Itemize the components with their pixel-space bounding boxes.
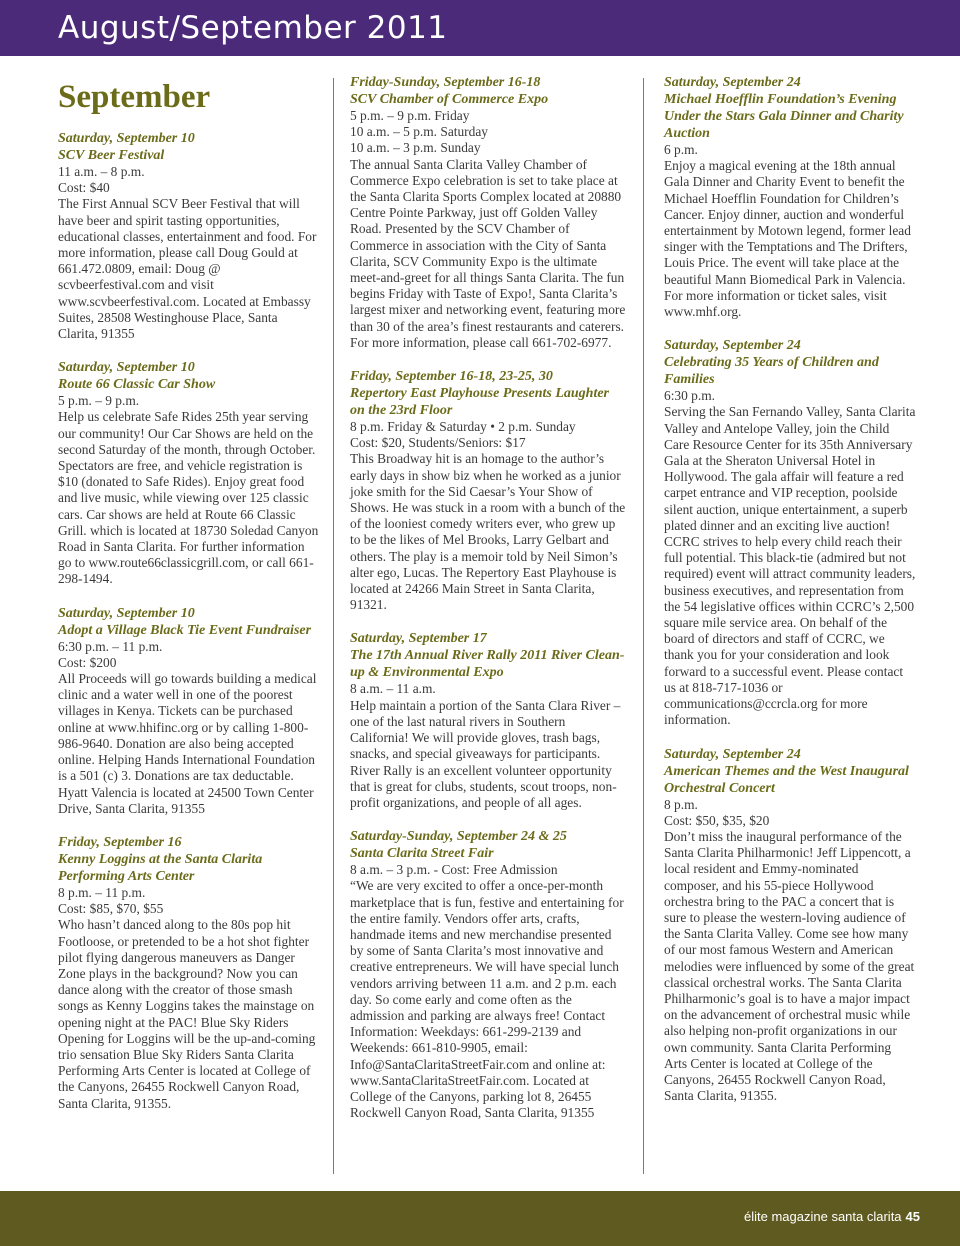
event-description: Who hasn’t danced along to the 80s pop hit Footloose, or pretended to be a hot shot fighter pilot flying dangerous maneuvers as Danger Zone plays in the background? Now you can dance along with the creator of those smash songs as Kenny Loggins takes the mainstage on opening night at the PAC! Blue Sky Riders Opening for Loggins will be the up-and-coming trio sensation Blue Sky Riders Santa Clarita Performing Arts Center is located at College of the Canyons, 26455 Rockwell Canyon Road, Santa Clarita, 91355. — [58, 917, 316, 1111]
page-header — [0, 0, 960, 56]
section-title: September — [58, 79, 211, 115]
event-detail-line: Cost: $85, $70, $55 — [58, 901, 164, 917]
event-detail-line: 6 p.m. — [664, 142, 698, 157]
event-title: American Themes and the West Inaugural Orchestral Concert — [664, 763, 909, 796]
event-date: Saturday, September 10 — [58, 131, 195, 146]
event-description: “We are very excited to offer a once-per-month marketplace that is fun, festive and entertaining for the entire family. Vendors offer arts, crafts, handmade items and new merchandise presented by some of Santa Clarita’s most innovative and creative entrepreneurs. We will have special lunch vendors arriving between 11 a.m. and 2 p.m. each day. So come early and come often as the admission and parking are always free! Contact Information: Weekdays: 661-299-2139 and Weekends: 661-810-9905, email: Info@SantaClaritaStreetFair.com and online at: www.SantaClaritaStreetFair.com. Located at College of the Canyons, parking lot 8, 26455 Rockwell Canyon Road, Santa Clarita, 91355 — [350, 878, 624, 1121]
column-3 — [664, 74, 916, 1121]
event-detail-line: Cost: $40 — [58, 180, 110, 196]
event-listing — [58, 130, 320, 342]
column-1 — [58, 74, 320, 1129]
column-2 — [350, 74, 626, 1138]
event-listing — [664, 746, 916, 1105]
event-title: Celebrating 35 Years of Children and Families — [664, 355, 879, 388]
event-title: SCV Beer Festival — [58, 148, 165, 163]
event-detail-line: 8 a.m. – 11 a.m. — [350, 681, 436, 697]
event-title: The 17th Annual River Rally 2011 River Clean-up & Environmental Expo — [350, 648, 625, 681]
event-detail-line: 8 p.m. — [664, 796, 698, 812]
event-detail-line: 8 a.m. – 3 p.m. - Cost: Free Admission — [350, 862, 558, 878]
event-description: Don’t miss the inaugural performance of the Santa Clarita Philharmonic! Jeff Lippencott, a local resident and Emmy-nominated composer, and his 55-piece Hollywood orchestra bring to the PAC a concert that is sure to please the western-loving audience of the Santa Clarita Valley. Come see how many of our most famous Western and American melodies were influenced by some of the great classical orchestral works. The Santa Clarita Philharmonic’s goal is to have a major impact on the advancement of orchestral music while also helping non-profit organizations in our own community. Santa Clarita Performing Arts Center is located at College of the Canyons, 26455 Rockwell Canyon Road, Santa Clarita, 91355. — [664, 828, 915, 1104]
event-title: Kenny Loggins at the Santa Clarita Performing Arts Center — [58, 851, 263, 884]
event-detail-line: 6:30 p.m. — [664, 388, 715, 404]
event-title: SCV Chamber of Commerce Expo — [350, 92, 549, 107]
event-description: All Proceeds will go towards building a medical clinic and a water well in one of the poorest villages in Kenya. Tickets can be purchased online at www.hhifinc.org or by calling 1-800-986-9640. Donation are also being accepted online. Helping Hands International Foundation is a 501 (c) 3. Donations are tax deductable. Hyatt Valencia is located at 24500 Town Center Drive, Santa Clarita, 91355 — [58, 671, 317, 816]
event-detail-line: 8 p.m. – 11 p.m. — [58, 884, 146, 900]
event-date: Saturday-Sunday, September 24 & 25 — [350, 829, 567, 845]
event-description: The First Annual SCV Beer Festival that will have beer and spirit tasting opportunities, educational classes, entertainment and food. For more information, please call Doug Gould at 661.472.0809, email: Doug @ scvbeerfestival.com and visit www.scvbeerfestival.com. Located at Embassy Suites, 28508 Westinghouse Place, Santa Clarita, 91355 — [58, 196, 317, 342]
event-listing — [350, 828, 626, 1121]
event-detail-line: 6:30 p.m. – 11 p.m. — [58, 638, 163, 654]
event-detail-line: Cost: $200 — [58, 654, 117, 670]
page-footer — [0, 1191, 960, 1246]
event-date: Saturday, September 10 — [58, 605, 195, 621]
event-listing — [58, 359, 320, 587]
event-description: The annual Santa Clarita Valley Chamber of Commerce Expo celebration is set to take place at the Santa Clarita Sports Complex located at 20880 Centre Pointe Parkway, just off Golden Valley Road. Presented by the SCV Chamber of Commerce in association with the City of Santa Clarita, SCV Community Expo is the ultimate meet-and-greet for all things Santa Clarita. The fun begins Friday with Taste of Expo!, Santa Clarita’s largest mixer and networking event, featuring more than 30 of the area’s finest restaurants and caterers. For more information, please call 661-702-6977. — [350, 156, 626, 350]
event-listing — [350, 368, 626, 613]
event-title: Michael Hoefflin Foundation’s Evening Under the Stars Gala Dinner and Charity Auction — [664, 92, 904, 141]
event-list — [350, 74, 626, 1121]
magazine-name: élite magazine santa clarita — [744, 1209, 902, 1224]
event-detail-line: 5 p.m. – 9 p.m. Friday — [350, 108, 470, 123]
event-detail-line: 10 a.m. – 5 p.m. Saturday — [350, 124, 488, 140]
event-date: Saturday, September 24 — [664, 75, 801, 90]
event-description: Serving the San Fernando Valley, Santa Clarita Valley and Antelope Valley, join the Child Care Resource Center for its 35th Anniversary Gala at the Sheraton Universal Hotel in Hollywood. The gala affair will feature a red carpet entrance and VIP reception, poolside silent auction, unique entertainment, a superb plated dinner and an exciting live auction! CCRC strives to help every child reach their full potential. This black-tie (admired but not required) event will attract community leaders, business executives, and representation from the 54 legislative offices within CCRC’s 2,500 square mile service area. On behalf of the board of directors and staff of CCRC, we thank you for your consideration and look forward to a successful event. Please contact us at 818-717-1036 or communications@ccrcla.org for more information. — [664, 404, 916, 728]
event-description: This Broadway hit is an homage to the author’s early days in show biz when he worked as a junior joke smith for the Sid Caesar’s Your Show of Shows. He was stuck in a room with a bunch of the of the looniest comedy writers ever, who grew up to be the likes of Mel Brooks, Larry Gelbart and others. The play is a memoir told by Neil Simon’s alter ego, Lucas. The Repertory East Playhouse is located at 24266 Main Street in Santa Clarita, 91321. — [350, 451, 626, 613]
event-date: Friday-Sunday, September 16-18 — [350, 75, 541, 90]
event-list — [58, 130, 320, 1112]
event-title: Repertory East Playhouse Presents Laughter on the 23rd Floor — [350, 386, 610, 419]
event-listing — [664, 337, 916, 728]
event-description: Help us celebrate Safe Rides 25th year serving our community! Our Car Shows are held on the second Saturday of the month, through October. Spectators are free, and vehicle registration is $10 (donated to Safe Rides). Enjoy great food and live music, while viewing over 125 classic cars. Car shows are held at Route 66 Classic Grill. which is located at 18730 Soledad Canyon Road in Santa Clarita. For further information go to www.route66classicgrill.com, or call 661-298-1494. — [58, 409, 319, 587]
event-title: Adopt a Village Black Tie Event Fundraiser — [58, 622, 312, 638]
event-date: Friday, September 16-18, 23-25, 30 — [350, 369, 553, 385]
event-detail-line: 10 a.m. – 3 p.m. Sunday — [350, 140, 481, 156]
event-detail-line: 5 p.m. – 9 p.m. — [58, 393, 140, 409]
column-divider — [643, 78, 644, 1174]
event-description: Help maintain a portion of the Santa Clara River – one of the last natural rivers in Southern California! We will provide gloves, trash bags, snacks, and special giveaways for participants. River Rally is an excellent volunteer opportunity that is great for clubs, students, scout troops, non-profit organizations, and people of all ages. — [350, 697, 621, 810]
event-title: Santa Clarita Street Fair — [350, 846, 494, 862]
event-detail-line: 11 a.m. – 8 p.m. — [58, 164, 145, 179]
column-divider — [333, 78, 334, 1174]
event-list — [664, 74, 916, 1104]
footer-text — [744, 1209, 920, 1224]
issue-title: August/September 2011 — [58, 10, 448, 46]
event-detail-line: Cost: $20, Students/Seniors: $17 — [350, 435, 526, 451]
event-listing — [350, 630, 626, 811]
event-date: Saturday, September 24 — [664, 338, 801, 354]
page-number: 45 — [905, 1209, 920, 1224]
event-date: Saturday, September 24 — [664, 746, 801, 762]
event-detail-line: 8 p.m. Friday & Saturday • 2 p.m. Sunday — [350, 419, 576, 435]
event-detail-line: Cost: $50, $35, $20 — [664, 812, 770, 828]
event-date: Saturday, September 10 — [58, 360, 195, 376]
event-listing — [664, 74, 916, 320]
event-title: Route 66 Classic Car Show — [58, 377, 216, 393]
event-listing — [58, 605, 320, 817]
event-description: Enjoy a magical evening at the 18th annual Gala Dinner and Charity Event to benefit the Michael Hoefflin Foundation for Children’s Cancer. Enjoy dinner, auction and wonderful entertainment by Motown legend, former lead singer with the Temptations and The Drifters, Louis Price. The event will take place at the beautiful Mann Biomedical Park in Valencia. For more information or ticket sales, visit www.mhf.org. — [664, 158, 911, 320]
event-date: Saturday, September 17 — [350, 631, 487, 647]
event-listing — [58, 834, 320, 1112]
event-date: Friday, September 16 — [58, 834, 182, 850]
event-listing — [350, 74, 626, 351]
